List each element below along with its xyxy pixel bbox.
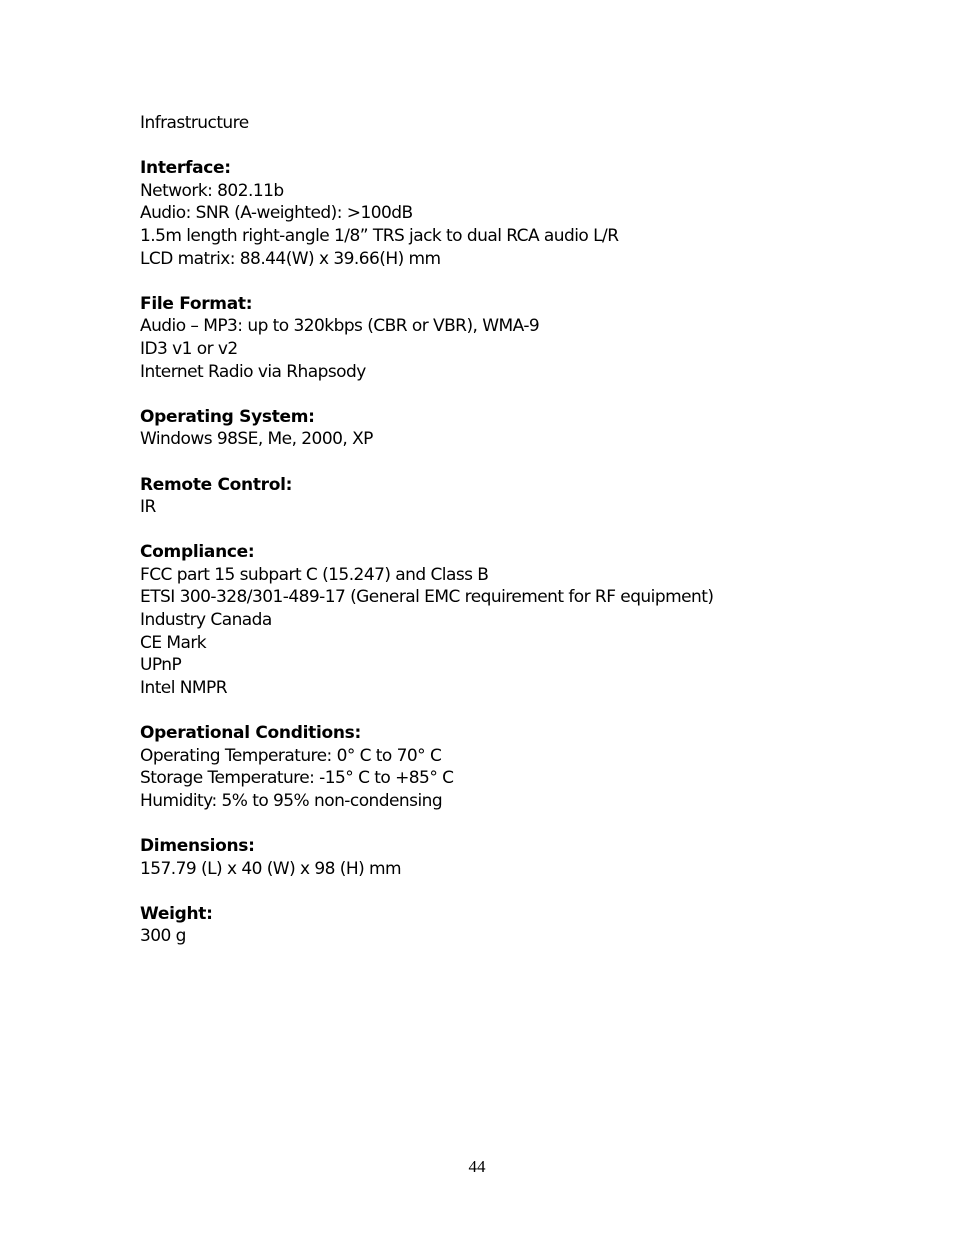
spacer bbox=[140, 270, 900, 293]
section-heading: Weight: bbox=[140, 903, 213, 924]
section-heading: Remote Control: bbox=[140, 474, 293, 495]
spec-line: 1.5m length right-angle 1/8” TRS jack to dual RCA audio L/R bbox=[140, 225, 619, 246]
section-heading: Operational Conditions: bbox=[140, 723, 361, 744]
page-number: 44 bbox=[468, 1157, 486, 1176]
spacer bbox=[140, 812, 900, 835]
section-operating-system bbox=[140, 406, 900, 451]
spec-line: Internet Radio via Rhapsody bbox=[140, 361, 366, 382]
spec-line: 157.79 (L) x 40 (W) x 98 (H) mm bbox=[140, 858, 402, 879]
spec-line: Operating Temperature: 0° C to 70° C bbox=[140, 745, 442, 766]
spec-line: LCD matrix: 88.44(W) x 39.66(H) mm bbox=[140, 248, 441, 269]
spec-line: CE Mark bbox=[140, 632, 207, 653]
spec-line: UPnP bbox=[140, 655, 182, 676]
spec-line: Windows 98SE, Me, 2000, XP bbox=[140, 429, 373, 450]
section-heading: Dimensions: bbox=[140, 836, 255, 856]
spec-line: Audio: SNR (A-weighted): >100dB bbox=[140, 203, 413, 224]
spec-line: Network: 802.11b bbox=[140, 180, 284, 201]
spec-line: Intel NMPR bbox=[140, 677, 227, 698]
spacer bbox=[140, 451, 900, 474]
spacer bbox=[140, 135, 900, 158]
spec-line: FCC part 15 subpart C (15.247) and Class B bbox=[140, 564, 489, 585]
spec-line: ETSI 300-328/301-489-17 (General EMC requirement for RF equipment) bbox=[140, 587, 714, 608]
section-compliance bbox=[140, 541, 900, 699]
intro-line: Infrastructure bbox=[140, 113, 249, 133]
section-weight bbox=[140, 903, 900, 948]
section-operational-conditions bbox=[140, 722, 900, 812]
spec-line: Storage Temperature: -15° C to +85° C bbox=[140, 768, 454, 789]
section-heading: Interface: bbox=[140, 158, 231, 179]
section-file-format bbox=[140, 293, 900, 383]
spacer bbox=[140, 699, 900, 722]
spacer bbox=[140, 880, 900, 903]
spec-line: Industry Canada bbox=[140, 610, 272, 631]
spacer bbox=[140, 383, 900, 406]
spec-content bbox=[140, 112, 900, 948]
spec-line: Audio – MP3: up to 320kbps (CBR or VBR), WMA-9 bbox=[140, 316, 540, 337]
spec-line: 300 g bbox=[140, 926, 186, 947]
section-heading: Operating System: bbox=[140, 406, 315, 427]
section-heading: File Format: bbox=[140, 293, 253, 314]
spec-line: IR bbox=[140, 497, 156, 518]
spacer bbox=[140, 519, 900, 542]
section-heading: Compliance: bbox=[140, 542, 255, 563]
section-interface bbox=[140, 157, 900, 270]
section-remote-control bbox=[140, 474, 900, 519]
spec-line: ID3 v1 or v2 bbox=[140, 338, 238, 359]
section-dimensions bbox=[140, 835, 900, 880]
spec-line: Humidity: 5% to 95% non-condensing bbox=[140, 790, 443, 811]
